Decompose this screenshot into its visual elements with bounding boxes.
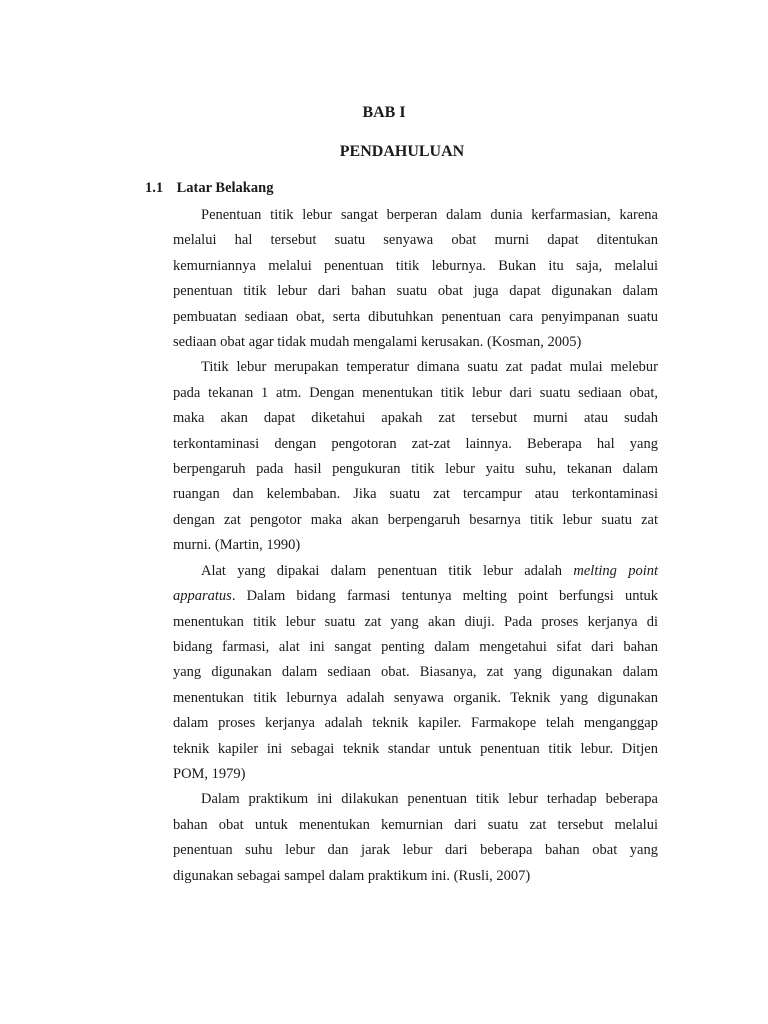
paragraph-line: penentuan suhu lebur dan jarak lebur dari beberapa bahan obat yang: [173, 842, 658, 859]
paragraph-2: [173, 355, 658, 558]
paragraph-line: teknik kapiler ini sebagai teknik standar untuk penentuan titik lebur. Ditjen: [173, 740, 658, 757]
chapter-title: PENDAHULUAN: [339, 143, 465, 160]
paragraph-line: menentukan titik leburnya adalah senyawa organik. Teknik yang digunakan: [173, 689, 658, 706]
paragraph-line: ruangan dan kelembaban. Jika suatu zat tercampur atau terkontaminasi: [173, 486, 658, 503]
paragraph-line: yang digunakan dalam sediaan obat. Biasanya, zat yang digunakan dalam: [173, 664, 658, 681]
paragraph-line: kemurniannya melalui penentuan titik leburnya. Bukan itu saja, melalui: [173, 257, 658, 274]
paragraph-line: terkontaminasi dengan pengotoran zat-zat lainnya. Beberapa hal yang: [173, 435, 658, 452]
paragraph-line: [173, 584, 658, 609]
paragraph-line: [173, 559, 658, 584]
section-heading: [145, 180, 273, 197]
paragraph-line: menentukan titik lebur suatu zat yang akan diuji. Pada proses kerjanya di: [173, 613, 658, 630]
paragraph-line: dalam proses kerjanya adalah teknik kapiler. Farmakope telah menganggap: [173, 715, 658, 732]
paragraph-4: [173, 787, 658, 889]
paragraph-line: sediaan obat agar tidak mudah mengalami kerusakan. (Kosman, 2005): [173, 334, 582, 351]
paragraph-line: bidang farmasi, alat ini sangat penting dalam mengetahui sifat dari bahan: [173, 638, 658, 655]
paragraph-line: digunakan sebagai sampel dalam praktikum ini. (Rusli, 2007): [173, 867, 531, 884]
body-text: [173, 203, 658, 889]
paragraph-text: Alat yang dipakai dalam penentuan titik lebur adalah: [201, 562, 563, 579]
paragraph-1: [173, 203, 658, 355]
paragraph-line: Dalam praktikum ini dilakukan penentuan titik lebur terhadap beberapa: [201, 791, 658, 808]
paragraph-line: penentuan titik lebur dari bahan suatu obat juga dapat digunakan dalam: [173, 283, 658, 300]
paragraph-3: [173, 559, 658, 788]
paragraph-line: berpengaruh pada hasil pengukuran titik lebur yaitu suhu, tekanan dalam: [173, 461, 658, 478]
paragraph-line: pembuatan sediaan obat, serta dibutuhkan penentuan cara penyimpanan suatu: [173, 308, 658, 325]
paragraph-line: pada tekanan 1 atm. Dengan menentukan titik lebur dari suatu sediaan obat,: [173, 384, 658, 401]
paragraph-line: dengan zat pengotor maka akan berpengaruh besarnya titik lebur suatu zat: [173, 511, 658, 528]
paragraph-line: Penentuan titik lebur sangat berperan dalam dunia kerfarmasian, karena: [201, 207, 658, 223]
italic-term: apparatus: [173, 588, 232, 605]
section-number: 1.1: [145, 180, 164, 196]
chapter-number: BAB I: [362, 104, 406, 121]
paragraph-line: melalui hal tersebut suatu senyawa obat murni dapat ditentukan: [173, 232, 658, 249]
italic-term: melting point: [573, 562, 659, 579]
section-title: Latar Belakang: [176, 180, 274, 196]
paragraph-line: bahan obat untuk menentukan kemurnian dari suatu zat tersebut melalui: [173, 816, 658, 833]
paragraph-line: POM, 1979): [173, 765, 246, 782]
paragraph-line: maka akan dapat diketahui apakah zat tersebut murni atau sudah: [173, 410, 658, 427]
paragraph-line: Titik lebur merupakan temperatur dimana suatu zat padat mulai melebur: [201, 359, 658, 376]
paragraph-line: murni. (Martin, 1990): [173, 537, 301, 554]
paragraph-text: . Dalam bidang farmasi tentunya melting point berfungsi untuk: [231, 588, 658, 605]
